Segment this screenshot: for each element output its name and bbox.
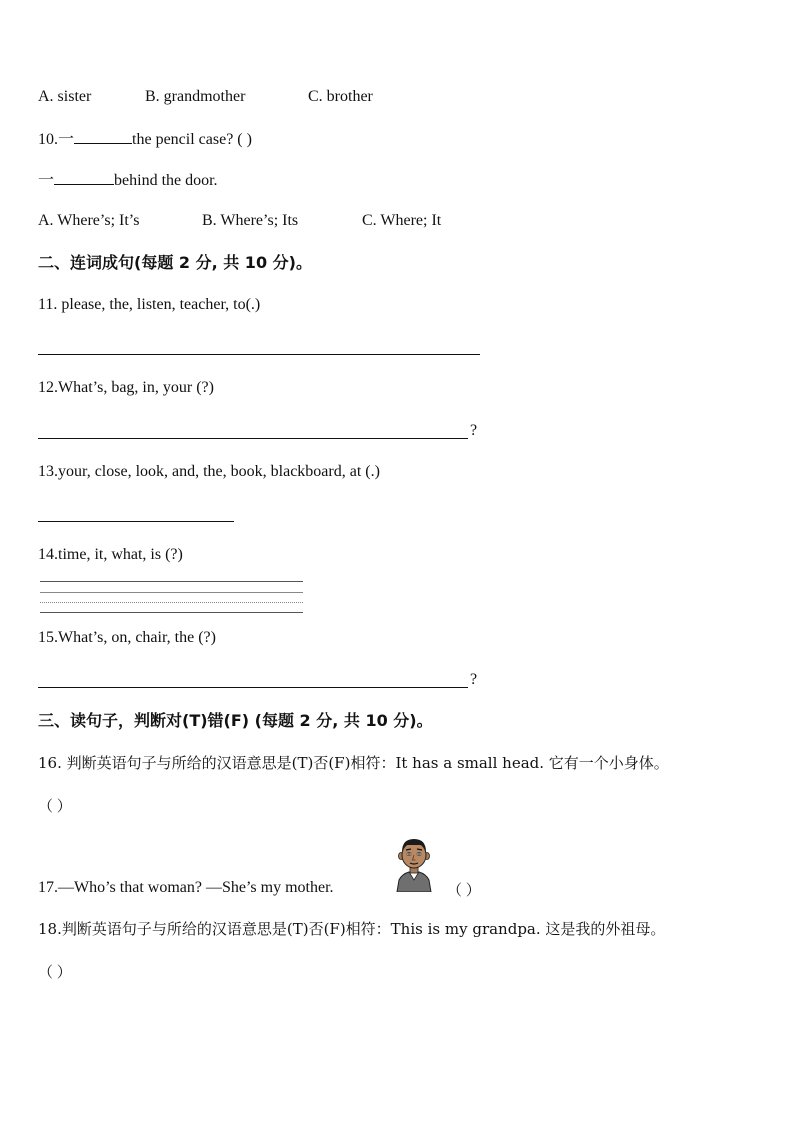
q9-option-a: A. sister xyxy=(38,88,92,105)
q10-option-c: C. Where; It xyxy=(362,212,442,229)
q12-question-mark: ? xyxy=(470,422,478,439)
q12-prompt: 12.What’s, bag, in, your (?) xyxy=(38,379,214,396)
q10-line2 xyxy=(38,170,218,191)
section3-title: 三、读句子，判断对(T)错(F) (每题 2 分, 共 10 分)。 xyxy=(38,711,433,730)
q11-prompt: 11. please, the, listen, teacher, to(.) xyxy=(38,296,261,313)
writing-line-lower-mid xyxy=(40,602,303,603)
writing-line-top xyxy=(40,581,303,582)
section2-title: 二、连词成句(每题 2 分, 共 10 分)。 xyxy=(38,253,312,272)
q17-answer-paren[interactable]: （ ） xyxy=(447,883,481,899)
q16-prompt: 16. 判断英语句子与所给的汉语意思是(T)否(F)相符：It has a small head. 它有一个小身体。 xyxy=(38,754,669,772)
q11-answer-line[interactable] xyxy=(38,354,480,355)
q17-prompt: 17.—Who’s that woman? —She’s my mother. xyxy=(38,879,334,896)
q15-answer-line[interactable] xyxy=(38,687,468,688)
q12-answer-line[interactable] xyxy=(38,438,468,439)
q13-prompt: 13.your, close, look, and, the, book, blackboard, at (.) xyxy=(38,463,380,480)
writing-line-upper-mid xyxy=(40,592,303,593)
q10-line2-prefix: 一 xyxy=(38,172,55,189)
q10-line1-prefix: 10.一 xyxy=(38,131,75,148)
q10-line1 xyxy=(38,129,252,150)
q15-prompt: 15.What’s, on, chair, the (?) xyxy=(38,629,216,646)
q10-line2-suffix: behind the door. xyxy=(114,172,218,189)
q10-line1-suffix: the pencil case? ( ) xyxy=(132,131,252,148)
q10-option-b: B. Where’s; Its xyxy=(202,212,299,229)
writing-line-base xyxy=(40,612,303,613)
q9-option-c: C. brother xyxy=(308,88,373,105)
q14-writing-lines[interactable] xyxy=(40,580,303,614)
q9-option-b: B. grandmother xyxy=(145,88,246,105)
q15-question-mark: ? xyxy=(470,671,478,688)
q10-blank-1[interactable] xyxy=(74,129,132,144)
q16-answer-paren[interactable]: （ ） xyxy=(38,799,72,815)
man-avatar-icon xyxy=(393,836,435,892)
q10-option-a: A. Where’s; It’s xyxy=(38,212,140,229)
q18-prompt: 18.判断英语句子与所给的汉语意思是(T)否(F)相符：This is my grandpa. 这是我的外祖母。 xyxy=(38,920,666,938)
q10-blank-2[interactable] xyxy=(54,170,114,185)
q13-answer-line[interactable] xyxy=(38,521,234,522)
q18-answer-paren[interactable]: （ ） xyxy=(38,965,72,981)
q14-prompt: 14.time, it, what, is (?) xyxy=(38,546,183,563)
